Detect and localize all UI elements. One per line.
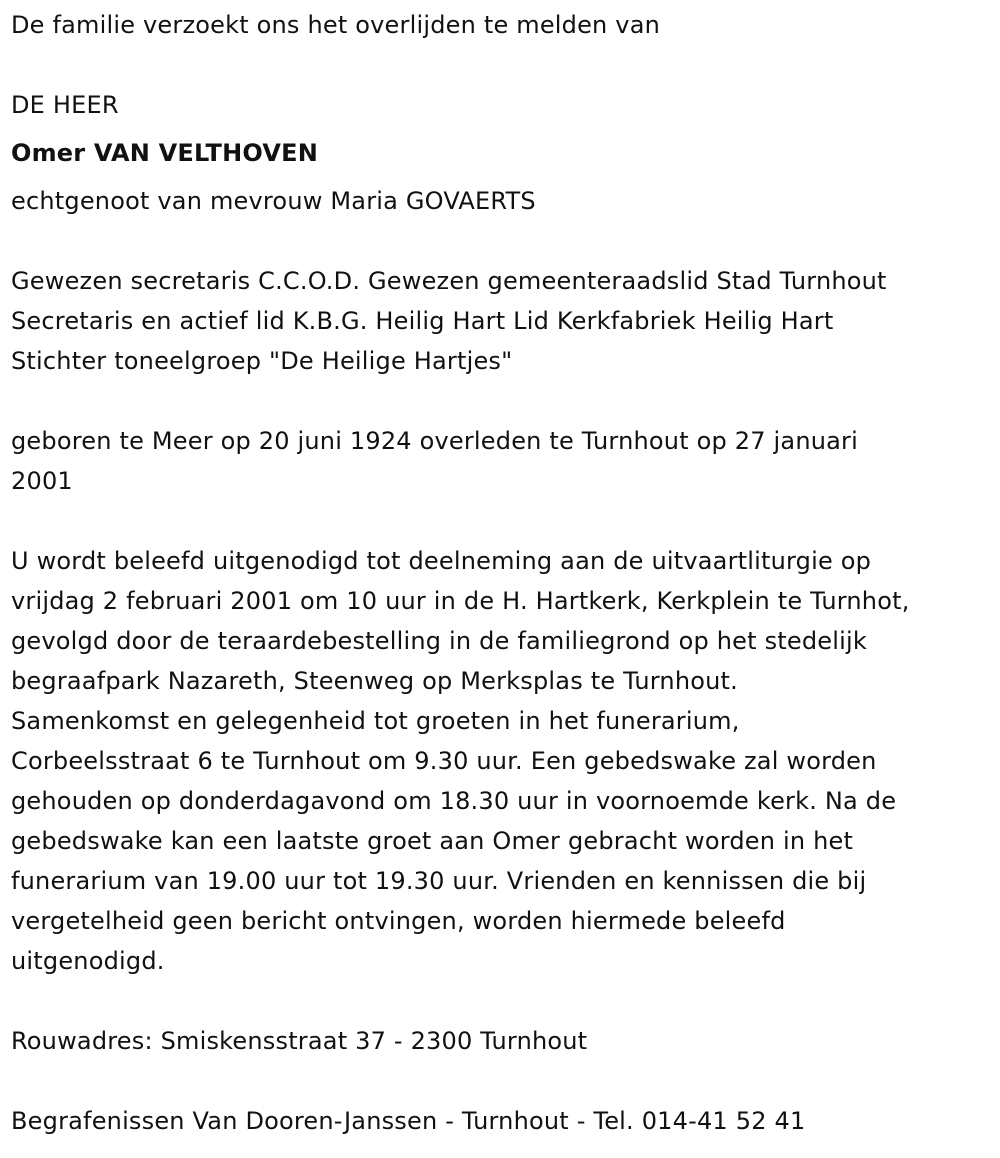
invitation-line: gebedswake kan een laatste groet aan Omer gebracht worden in het (11, 827, 854, 855)
functions-paragraph (11, 261, 887, 381)
functions-line: Gewezen secretaris C.C.O.D. Gewezen gemeenteraadslid Stad Turnhout (11, 267, 887, 295)
functions-line: Secretaris en actief lid K.B.G. Heilig Hart Lid Kerkfabriek Heilig Hart (11, 307, 834, 335)
spouse-line: echtgenoot van mevrouw Maria GOVAERTS (11, 187, 536, 215)
invitation-paragraph (11, 541, 910, 981)
intro-text: De familie verzoekt ons het overlijden te melden van (11, 11, 661, 39)
mourning-address: Rouwadres: Smiskensstraat 37 - 2300 Turnhout (11, 1027, 588, 1055)
invitation-line: begraafpark Nazareth, Steenweg op Merksplas te Turnhout. (11, 667, 738, 695)
invitation-line: funerarium van 19.00 uur tot 19.30 uur. Vrienden en kennissen die bij (11, 867, 867, 895)
life-dates-paragraph (11, 421, 858, 501)
functions-line: Stichter toneelgroep "De Heilige Hartjes" (11, 347, 513, 375)
undertaker-info: Begrafenissen Van Dooren-Janssen - Turnhout - Tel. 014-41 52 41 (11, 1107, 806, 1135)
invitation-line: Corbeelsstraat 6 te Turnhout om 9.30 uur. Een gebedswake zal worden (11, 747, 877, 775)
invitation-line: U wordt beleefd uitgenodigd tot deelneming aan de uitvaartliturgie op (11, 547, 872, 575)
deceased-name: Omer VAN VELTHOVEN (11, 139, 318, 167)
invitation-line: vergetelheid geen bericht ontvingen, worden hiermede beleefd (11, 907, 786, 935)
invitation-line: gehouden op donderdagavond om 18.30 uur in voornoemde kerk. Na de (11, 787, 897, 815)
life-dates-line: 2001 (11, 467, 73, 495)
invitation-line: gevolgd door de teraardebestelling in de familiegrond op het stedelijk (11, 627, 867, 655)
honorific: DE HEER (11, 91, 119, 119)
invitation-line: uitgenodigd. (11, 947, 165, 975)
invitation-line: vrijdag 2 februari 2001 om 10 uur in de H. Hartkerk, Kerkplein te Turnhot, (11, 587, 910, 615)
life-dates-line: geboren te Meer op 20 juni 1924 overleden te Turnhout op 27 januari (11, 427, 858, 455)
invitation-line: Samenkomst en gelegenheid tot groeten in het funerarium, (11, 707, 740, 735)
